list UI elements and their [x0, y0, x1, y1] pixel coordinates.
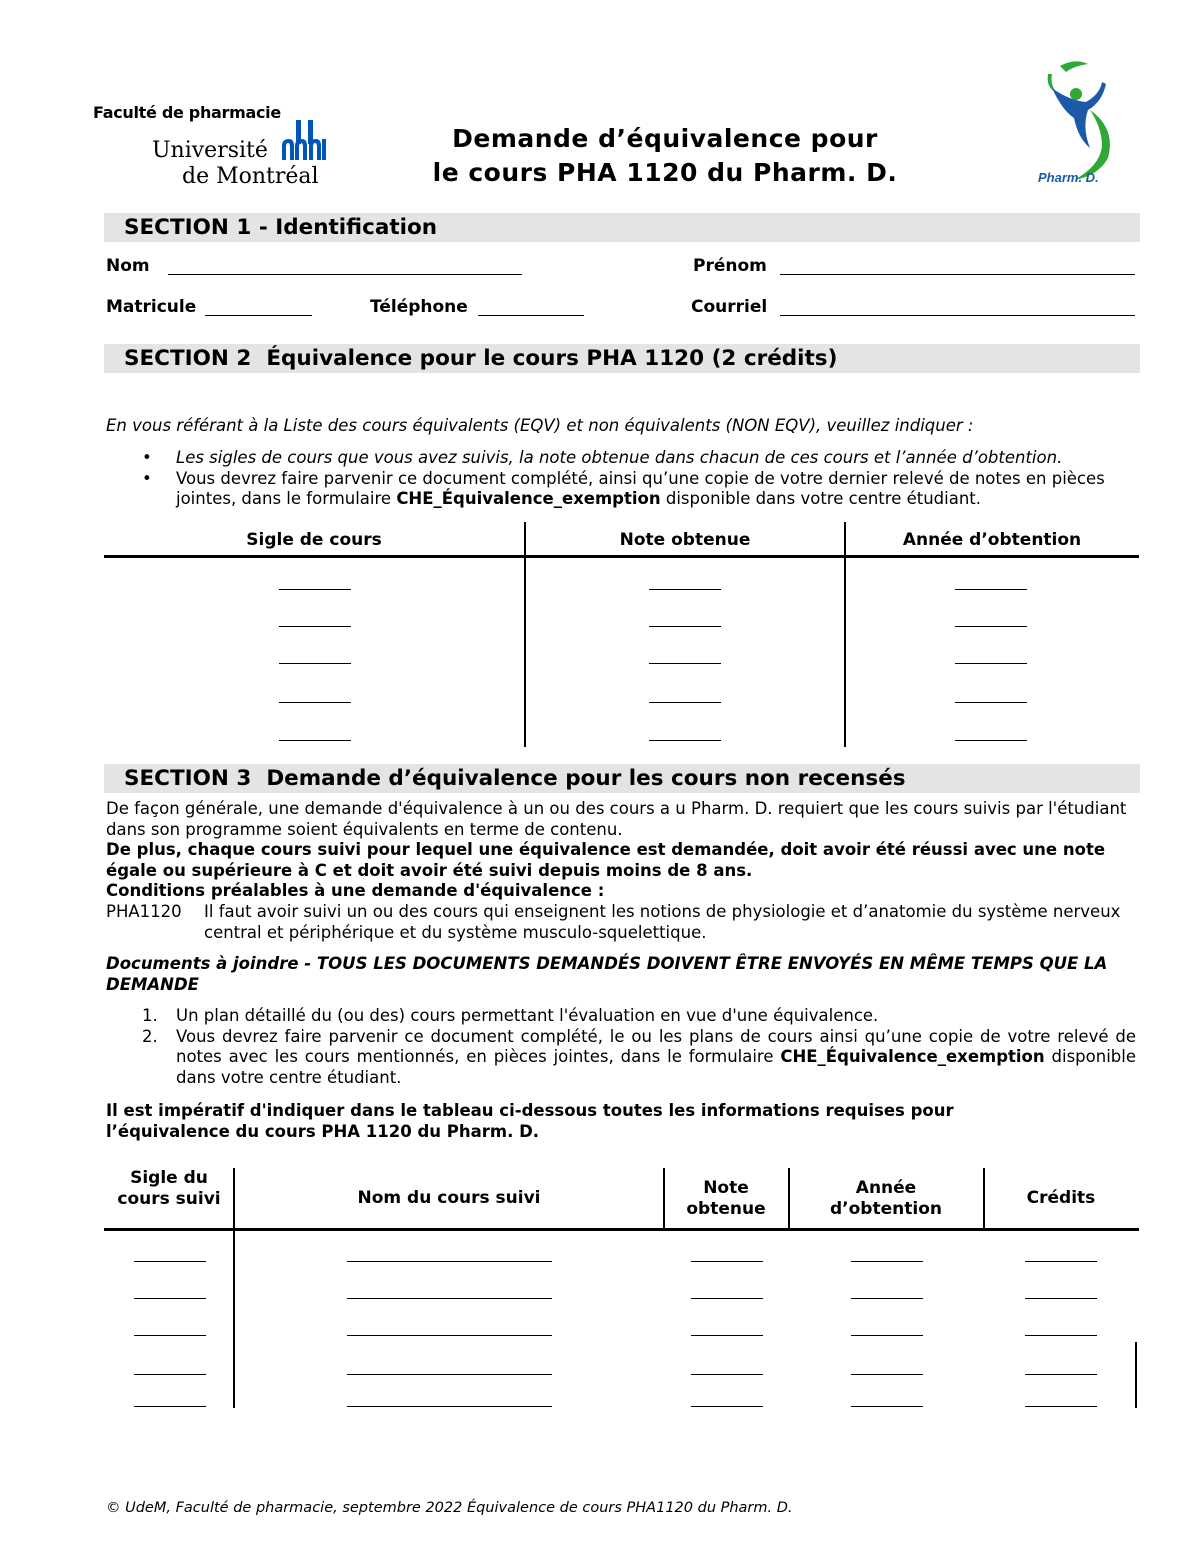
t2-nom-blank[interactable]: [347, 1335, 552, 1336]
section2-bullet1: • Les sigles de cours que vous avez suivis, la note obtenue dans chacun de ces cours et l’année d’obtention.: [142, 448, 1138, 469]
t2-note-blank[interactable]: [691, 1374, 763, 1375]
t2-nom-blank[interactable]: [347, 1261, 552, 1262]
documents-heading-a: Documents à joindre -: [106, 954, 317, 973]
bullet2-pre: Vous devrez faire parvenir ce document complété, ainsi qu’une copie de votre dernier relevé de notes en pièces jointes, dans le formulaire: [176, 468, 1105, 508]
pharm-d-logo-text: Pharm. D.: [1038, 170, 1099, 185]
documents-list: [142, 1006, 1136, 1088]
t2-annee-blank[interactable]: [851, 1298, 923, 1299]
university-line2: de Montréal: [182, 164, 319, 189]
section2-heading-num: SECTION 2: [124, 346, 252, 371]
t2-header-annee: Année d’obtention: [830, 1178, 942, 1219]
section1-heading-text: SECTION 1 - Identification: [124, 215, 438, 240]
section2-intro: En vous référant à la Liste des cours équivalents (EQV) et non équivalents (NON EQV), veuillez indiquer :: [106, 416, 974, 435]
t1-col-divider: [524, 522, 526, 747]
documents-heading: [106, 954, 1116, 995]
item2-post: disponible dans votre centre étudiant.: [176, 1047, 1136, 1087]
t1-sigle-blank[interactable]: [279, 702, 351, 703]
t1-annee-blank[interactable]: [955, 740, 1027, 741]
t2-annee-blank[interactable]: [851, 1374, 923, 1375]
documents-heading-b: TOUS LES DOCUMENTS DEMANDÉS DOIVENT ÊTRE ENVOYÉS EN MÊME TEMPS QUE LA DEMANDE: [106, 954, 1108, 994]
item1-num: 1.: [142, 1006, 158, 1025]
t2-sigle-blank[interactable]: [134, 1298, 206, 1299]
t2-col-divider: [663, 1168, 665, 1230]
t1-header-rule: [104, 555, 1139, 558]
t2-header-rule: [104, 1228, 1139, 1231]
t1-header-sigle: Sigle de cours: [246, 530, 382, 550]
documents-item2: [142, 1027, 1136, 1089]
t2-credits-blank[interactable]: [1025, 1335, 1097, 1336]
item2-pre: Vous devrez faire parvenir ce document complété, le ou les plans de cours ainsi qu’une copie de votre relevé de notes avec les cours mentionnés, en pièces jointes, dans le formulaire: [176, 1026, 1136, 1066]
section3-heading: [104, 764, 1140, 793]
section3-para1: De façon générale, une demande d'équivalence à un ou des cours a u Pharm. D. requiert que les cours suivis par l'étudiant dans son programme soient équivalents en terme de contenu.: [106, 799, 1127, 839]
title-line2: le cours PHA 1120 du Pharm. D.: [432, 158, 898, 187]
bullet2-post: disponible dans votre centre étudiant.: [660, 489, 982, 508]
faculty-name: Faculté de pharmacie: [93, 103, 281, 122]
conditions-heading: Conditions préalables à une demande d'équivalence :: [106, 881, 605, 900]
t2-right-edge: [1135, 1342, 1137, 1408]
t2-credits-blank[interactable]: [1025, 1298, 1097, 1299]
nom-field[interactable]: [168, 274, 522, 275]
documents-item1: [142, 1006, 1136, 1027]
section2-bullet2: [142, 469, 1138, 510]
t2-col-divider: [788, 1168, 790, 1230]
section3-heading-num: SECTION 3: [124, 766, 252, 791]
t2-sigle-blank[interactable]: [134, 1406, 206, 1407]
t2-note-blank[interactable]: [691, 1298, 763, 1299]
t1-note-blank[interactable]: [649, 626, 721, 627]
t2-credits-blank[interactable]: [1025, 1374, 1097, 1375]
t2-credits-blank[interactable]: [1025, 1261, 1097, 1262]
t2-annee-blank[interactable]: [851, 1261, 923, 1262]
t2-nom-blank[interactable]: [347, 1374, 552, 1375]
matricule-field[interactable]: [205, 315, 312, 316]
imperative-note: Il est impératif d'indiquer dans le tableau ci-dessous toutes les informations requises pour l’équivalence du cours PHA 1120 du Pharm. D.: [106, 1101, 954, 1141]
t2-note-blank[interactable]: [691, 1406, 763, 1407]
udem-logo-icon: [282, 118, 328, 166]
t1-annee-blank[interactable]: [955, 702, 1027, 703]
section3-heading-text: Demande d’équivalence pour les cours non recensés: [266, 766, 906, 791]
telephone-field[interactable]: [478, 315, 584, 316]
t2-header-credits: Crédits: [1026, 1188, 1096, 1208]
nom-label: Nom: [106, 256, 150, 276]
university-line1: Université: [152, 138, 268, 163]
t1-annee-blank[interactable]: [955, 663, 1027, 664]
prenom-field[interactable]: [780, 274, 1135, 275]
section2-heading-text: Équivalence pour le cours PHA 1120 (2 crédits): [266, 346, 838, 371]
t1-sigle-blank[interactable]: [279, 740, 351, 741]
t2-annee-blank[interactable]: [851, 1335, 923, 1336]
t1-note-blank[interactable]: [649, 589, 721, 590]
t2-note-blank[interactable]: [691, 1261, 763, 1262]
t1-header-note: Note obtenue: [619, 530, 751, 550]
t2-note-blank[interactable]: [691, 1335, 763, 1336]
t2-header-nom: Nom du cours suivi: [357, 1188, 541, 1208]
t1-annee-blank[interactable]: [955, 626, 1027, 627]
section3-para2: De plus, chaque cours suivi pour lequel une équivalence est demandée, doit avoir été réussi avec une note égale ou supérieure à C et doit avoir été suivi depuis moins de 8 ans.: [106, 840, 1106, 880]
t1-note-blank[interactable]: [649, 663, 721, 664]
t1-col-divider: [844, 522, 846, 747]
condition-code: PHA1120: [106, 902, 182, 921]
title-line1: Demande d’équivalence pour: [452, 124, 878, 153]
pharm-d-figure-icon: [1030, 58, 1120, 186]
t1-sigle-blank[interactable]: [279, 589, 351, 590]
t1-sigle-blank[interactable]: [279, 626, 351, 627]
condition-text: Il faut avoir suivi un ou des cours qui enseignent les notions de physiologie et d’anatomie du système nerveux central et périphérique et du système musculo-squelettique.: [204, 902, 1121, 942]
t1-annee-blank[interactable]: [955, 589, 1027, 590]
item2-form-name: CHE_Équivalence_exemption: [780, 1047, 1045, 1066]
document-title: [380, 122, 950, 190]
t2-sigle-blank[interactable]: [134, 1261, 206, 1262]
pharm-d-logo: [1030, 58, 1120, 190]
t1-sigle-blank[interactable]: [279, 663, 351, 664]
section1-heading: [104, 213, 1140, 242]
t2-nom-blank[interactable]: [347, 1298, 552, 1299]
section2-bullets: [142, 448, 1138, 510]
t1-note-blank[interactable]: [649, 740, 721, 741]
item2-num: 2.: [142, 1026, 158, 1046]
t2-annee-blank[interactable]: [851, 1406, 923, 1407]
t2-sigle-blank[interactable]: [134, 1335, 206, 1336]
courriel-label: Courriel: [691, 297, 768, 317]
matricule-label: Matricule: [106, 297, 197, 317]
prenom-label: Prénom: [693, 256, 767, 276]
t2-nom-blank[interactable]: [347, 1406, 552, 1407]
item1-text: Un plan détaillé du (ou des) cours permettant l'évaluation en vue d'une équivalence.: [176, 1006, 879, 1025]
t2-sigle-blank[interactable]: [134, 1374, 206, 1375]
t2-header-sigle: Sigle du cours suivi: [117, 1168, 221, 1209]
t2-credits-blank[interactable]: [1025, 1406, 1097, 1407]
t1-header-annee: Année d’obtention: [902, 530, 1082, 550]
courriel-field[interactable]: [780, 315, 1135, 316]
section2-heading: [104, 344, 1140, 373]
bullet2-form-name: CHE_Équivalence_exemption: [396, 489, 661, 508]
t1-note-blank[interactable]: [649, 702, 721, 703]
t2-header-note: Note obtenue: [686, 1178, 766, 1219]
page-footer: © UdeM, Faculté de pharmacie, septembre 2022 Équivalence de cours PHA1120 du Pharm. D.: [106, 1500, 793, 1516]
telephone-label: Téléphone: [370, 297, 468, 317]
